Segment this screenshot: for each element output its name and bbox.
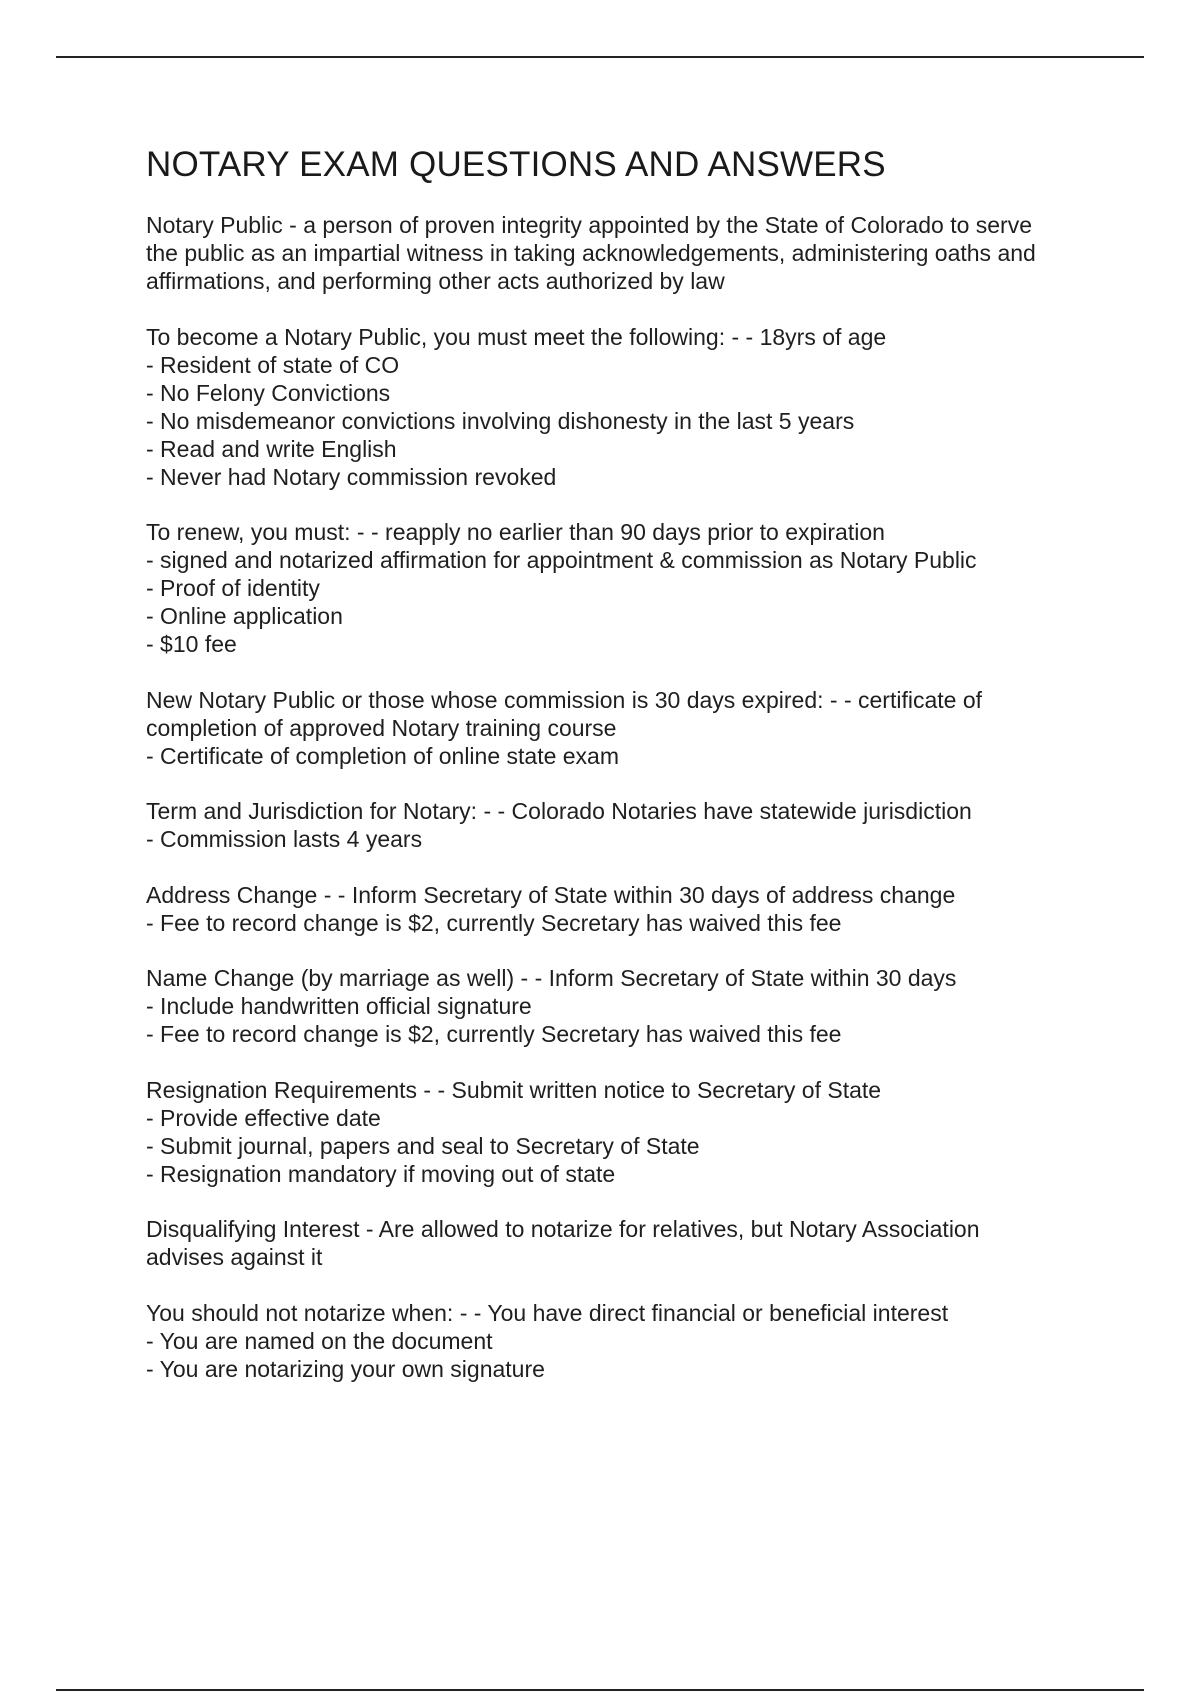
text-line: - No misdemeanor convictions involving dishonesty in the last 5 years	[146, 407, 855, 434]
text-line: - Proof of identity	[146, 575, 320, 601]
text-line: the public as an impartial witness in taking acknowledgements, administering oaths and	[146, 240, 1036, 266]
text-line: - Read and write English	[146, 435, 397, 462]
qa-new-notary	[146, 686, 1106, 770]
text-line: completion of approved Notary training course	[146, 714, 617, 741]
qa-name-change	[146, 964, 1106, 1048]
text-line: - Include handwritten official signature	[146, 993, 532, 1019]
text-line: - Fee to record change is $2, currently Secretary has waived this fee	[146, 1021, 842, 1047]
text-line: - You are named on the document	[146, 1327, 493, 1354]
qa-disqualifying-interest	[146, 1215, 1106, 1271]
text-line: To renew, you must: - - reapply no earlier than 90 days prior to expiration	[146, 519, 885, 545]
qa-resignation	[146, 1076, 1106, 1188]
text-line: - Provide effective date	[146, 1104, 381, 1131]
text-line: Disqualifying Interest - Are allowed to notarize for relatives, but Notary Association	[146, 1216, 980, 1242]
text-line: - Resident of state of CO	[146, 351, 400, 378]
text-line: advises against it	[146, 1244, 323, 1270]
text-line: - $10 fee	[146, 631, 237, 657]
qa-address-change	[146, 881, 1106, 937]
text-line: Notary Public - a person of proven integrity appointed by the State of Colorado to serve	[146, 212, 1033, 238]
text-line: - Certificate of completion of online state exam	[146, 742, 620, 769]
text-line: - signed and notarized affirmation for appointment & commission as Notary Public	[146, 547, 977, 573]
qa-notary-public	[146, 211, 1106, 295]
text-line: - Submit journal, papers and seal to Secretary of State	[146, 1132, 700, 1159]
document-title: NOTARY EXAM QUESTIONS AND ANSWERS	[146, 145, 886, 184]
text-line: - Online application	[146, 603, 343, 629]
text-line: affirmations, and performing other acts authorized by law	[146, 268, 725, 294]
text-line: To become a Notary Public, you must meet the following: - - 18yrs of age	[146, 323, 887, 350]
qa-become-notary	[146, 323, 1106, 491]
qa-renew	[146, 518, 1106, 658]
text-line: New Notary Public or those whose commission is 30 days expired: - - certificate of	[146, 686, 982, 713]
qa-term-jurisdiction	[146, 797, 1106, 853]
bottom-rule	[56, 1689, 1144, 1691]
top-rule	[56, 56, 1144, 58]
text-line: Term and Jurisdiction for Notary: - - Colorado Notaries have statewide jurisdiction	[146, 798, 972, 824]
text-line: - Never had Notary commission revoked	[146, 463, 557, 490]
text-line: - Commission lasts 4 years	[146, 826, 423, 852]
text-line: - Fee to record change is $2, currently Secretary has waived this fee	[146, 909, 842, 936]
text-line: Resignation Requirements - - Submit written notice to Secretary of State	[146, 1076, 882, 1103]
text-line: - No Felony Convictions	[146, 379, 391, 406]
text-line: Name Change (by marriage as well) - - Inform Secretary of State within 30 days	[146, 965, 957, 991]
qa-should-not-notarize	[146, 1299, 1106, 1383]
text-line: - Resignation mandatory if moving out of state	[146, 1160, 616, 1187]
text-line: - You are notarizing your own signature	[146, 1355, 545, 1382]
text-line: You should not notarize when: - - You have direct financial or beneficial interest	[146, 1299, 949, 1326]
text-line: Address Change - - Inform Secretary of State within 30 days of address change	[146, 881, 956, 908]
document-body	[146, 143, 1106, 1410]
